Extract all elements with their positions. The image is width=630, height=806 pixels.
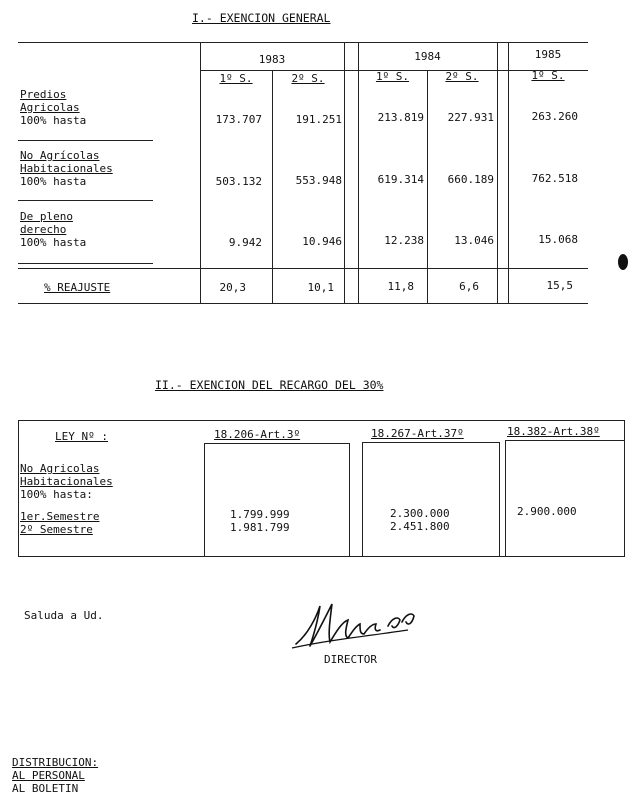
table-cell: 6,6 [459,280,479,293]
row-label-line: 100% hasta: [20,488,93,501]
table-cell: 213.819 [377,111,424,124]
semester-1984-2: 2º S. [445,70,479,83]
reajuste-label: % REAJUSTE [44,281,111,294]
table-cell: 660.189 [447,173,494,186]
table-cell: 12.238 [384,234,424,247]
row-label-line: No Agricolas [20,462,100,475]
table-cell: 13.046 [454,234,494,247]
sem2-label: 2º Semestre [20,523,93,536]
table-cell: 553.948 [295,174,342,187]
table-cell: 762.518 [531,172,578,185]
table-cell: 2.451.800 [390,520,450,533]
year-1983: 1983 [258,53,286,66]
row-label-line: Habitacionales [20,475,113,488]
table-cell: 15,5 [546,279,573,292]
row-label-line: Agricolas [20,101,80,114]
distribution-title: DISTRIBUCION: [12,756,99,769]
signer-title: DIRECTOR [324,653,377,666]
semester-1984-1: 1º S. [375,70,410,83]
table-cell: 191.251 [295,113,342,126]
table-cell: 20,3 [219,281,246,294]
table-cell: 1.799.999 [230,508,290,521]
law-2: 18.267-Art.37º [371,427,464,440]
section2-title: II.- EXENCION DEL RECARGO DEL 30% [155,378,384,392]
table-cell: 10,1 [307,281,334,294]
scan-mark [618,254,628,270]
row-label-line: 100% hasta [20,114,87,127]
semester-1985-1: 1º S. [531,69,565,82]
row-label-line: No Agrícolas [20,149,100,162]
table-cell: 227.931 [447,111,494,124]
year-1985: 1985 [534,48,562,61]
row-label-line: Predios [20,88,67,101]
row-label-line: 100% hasta [20,236,87,249]
table-cell: 2.300.000 [390,507,450,520]
row-label-line: De pleno [20,210,73,223]
table-cell: 10.946 [302,235,342,248]
semester-1983-1: 1º S. [219,72,253,85]
section1-title: I.- EXENCION GENERAL [192,11,331,25]
row-label-line: derecho [20,223,67,236]
table-cell: 173.707 [215,113,262,126]
distribution-item: AL BOLETIN [12,782,79,795]
table-cell: 11,8 [387,280,414,293]
table-cell: 619.314 [377,173,424,186]
director-signature [288,596,428,656]
table-cell: 263.260 [531,110,578,123]
distribution-item: AL PERSONAL [12,769,85,782]
table-cell: 2.900.000 [517,505,577,518]
year-1984: 1984 [414,50,441,63]
law-1: 18.206-Art.3º [214,428,301,441]
row-label-line: Habitacionales [20,162,113,175]
table-cell: 9.942 [228,236,262,249]
sem1-label: 1er.Semestre [20,510,100,523]
table-cell: 1.981.799 [230,521,290,534]
law-3: 18.382-Art.38º [507,425,600,438]
salutation: Saluda a Ud. [24,609,104,622]
semester-1983-2: 2º S. [291,72,325,85]
row-label-line: 100% hasta [20,175,87,188]
table-cell: 15.068 [538,233,578,246]
ley-label: LEY Nº : [55,430,108,443]
table-cell: 503.132 [215,175,262,188]
